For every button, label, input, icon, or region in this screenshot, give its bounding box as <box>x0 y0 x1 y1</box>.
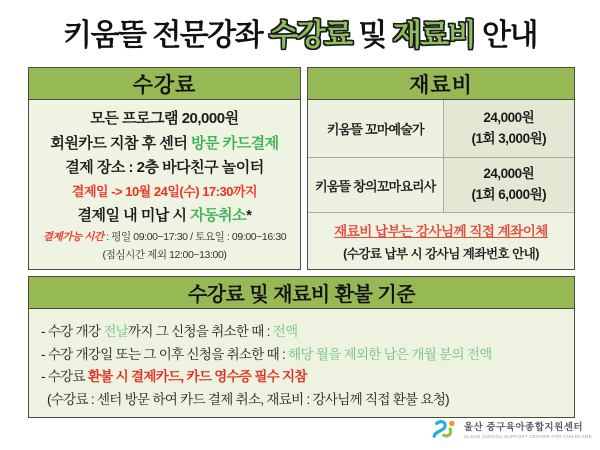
tuition-line-place: 결제 장소 : 2층 바다친구 놀이터 <box>65 159 264 177</box>
refund-section-body <box>28 309 575 418</box>
material-table-header: 재료비 <box>308 68 574 100</box>
tuition-line-lunch: (점심시간 제외 12:00~13:00) <box>102 249 227 262</box>
refund-line1-pre: - 수강 개강 <box>41 323 104 339</box>
material-row1-name: 키움뜰 꼬마예술가 <box>308 100 444 157</box>
table-row <box>308 100 574 158</box>
refund-line1-green2: 전액 <box>272 323 298 339</box>
tuition-line-price: 모든 프로그램 20,000원 <box>90 109 239 127</box>
material-row1-price-total: 24,000원 <box>483 109 535 125</box>
tuition-line-card-pre: 회원카드 지참 후 센터 <box>50 134 191 152</box>
material-row2-name: 키움뜰 창의꼬마요리사 <box>308 158 444 212</box>
tuition-line-cancel-pre: 결제일 내 미납 시 <box>77 206 191 224</box>
material-notice <box>308 213 574 269</box>
material-table <box>307 67 575 270</box>
title-accent-tuition: 수강료 <box>269 19 352 52</box>
refund-line2-pre: - 수강 개강일 또는 그 이후 신청을 취소한 때 : <box>41 346 289 362</box>
tuition-line-hours-label: 결제가능 시간 <box>42 230 104 243</box>
tuition-table-header: 수강료 <box>29 68 300 100</box>
refund-line-3 <box>41 365 562 385</box>
refund-line1-mid: 까지 그 신청을 취소한 때 : <box>128 323 273 339</box>
page-title <box>0 10 600 54</box>
refund-section-header: 수강료 및 재료비 환불 기준 <box>28 276 575 309</box>
footer <box>427 416 592 447</box>
tuition-table <box>28 67 301 270</box>
refund-line3-red: 환불 시 결제카드, 카드 영수증 필수 지참 <box>87 369 307 385</box>
refund-line1-green1: 전날 <box>103 323 128 339</box>
tuition-line-card <box>31 132 298 153</box>
org-logo-icon <box>427 416 459 447</box>
tuition-line-cancel-accent: 자동취소 <box>190 206 247 224</box>
title-accent-material: 재료비 <box>392 19 476 52</box>
tuition-line-hours-rest: : 평일 09:00~17:30 / 토요일 : 09:00~16:30 <box>103 230 287 243</box>
material-row1-price-per: (1회 3,000원) <box>471 130 547 146</box>
tuition-line-cancel-star: * <box>246 206 252 224</box>
refund-section <box>28 276 575 418</box>
org-name-korean: 울산 중구육아종합지원센터 <box>463 422 584 434</box>
material-row1-price <box>444 100 574 157</box>
material-row2-price-per: (1회 6,000원) <box>471 187 547 202</box>
tuition-line-deadline: 결제일 -> 10월 24일(수) 17:30까지 <box>71 184 258 199</box>
title-part3: 안내 <box>475 19 537 52</box>
refund-line-2 <box>41 343 562 363</box>
refund-line2-green: 해당 월을 제외한 남은 개월 분의 전액 <box>288 346 492 362</box>
tuition-line-card-accent: 방문 카드결제 <box>190 134 279 152</box>
material-notice-red: 재료비 납부는 강사님께 직접 계좌이체 <box>334 224 548 239</box>
title-part2: 및 <box>351 19 393 52</box>
tuition-line-cancel <box>31 204 298 225</box>
tuition-line-hours <box>31 229 298 244</box>
material-row2-price-total: 24,000원 <box>483 166 535 182</box>
refund-line3-pre: - 수강료 <box>41 369 88 385</box>
org-name <box>464 423 592 439</box>
org-name-english: ULSAN JUNGGU SUPPORT CENTER FOR CHILDCARE <box>463 434 592 440</box>
material-notice-sub: (수강료 납부 시 강사님 계좌번호 안내) <box>343 247 539 261</box>
refund-line-4: (수강료 : 센터 방문 하여 카드 결제 취소, 재료비 : 강사님께 직접 환불 요청) <box>47 392 449 408</box>
tuition-table-body <box>29 100 300 269</box>
table-row <box>308 158 574 213</box>
fee-tables-row <box>28 67 575 270</box>
material-row2-price <box>444 158 574 212</box>
title-part1: 키움뜰 전문강좌 <box>63 19 270 52</box>
refund-line-1 <box>41 320 562 340</box>
